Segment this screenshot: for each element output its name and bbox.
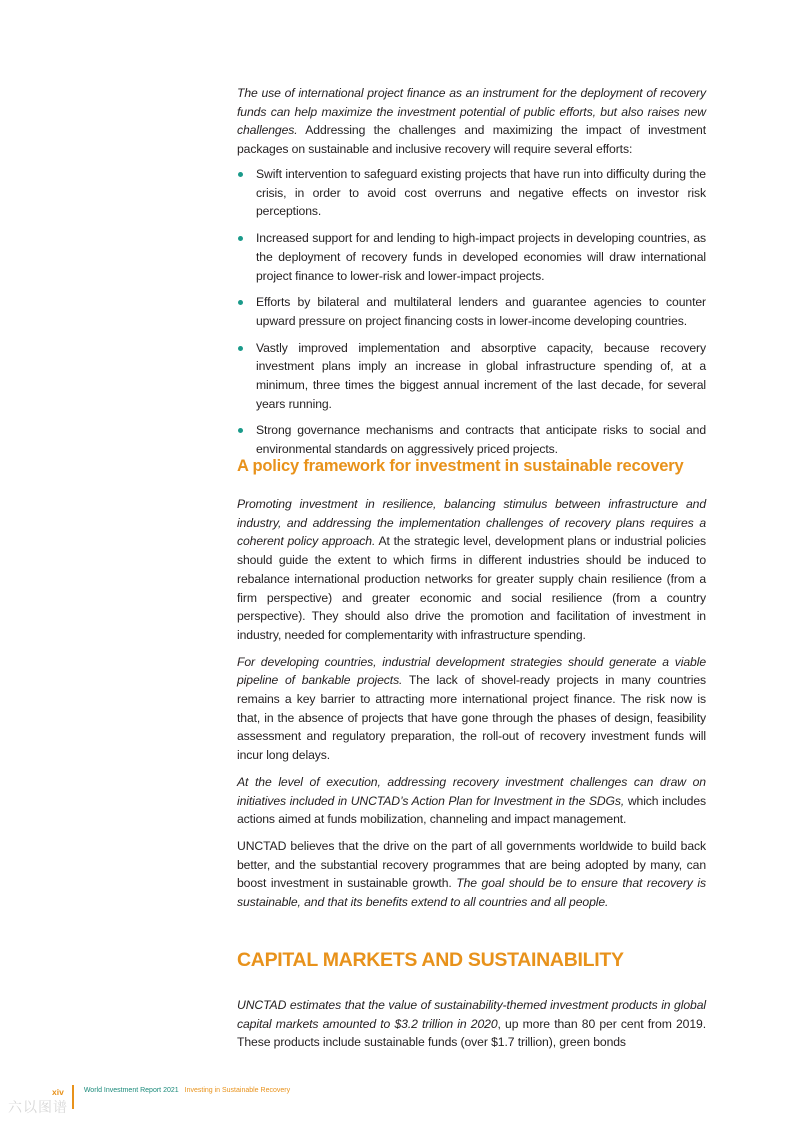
list-item: Increased support for and lending to high-impact projects in developing countries, as the deployment of recovery funds in developed economies will draw international project finance to lower-risk and lower-impact projects. xyxy=(237,229,706,285)
efforts-list xyxy=(237,165,706,459)
policy-paragraph-3: At the level of execution, addressing recovery investment challenges can draw on initiatives included in UNCTAD’s Action Plan for Investment in the SDGs, which includes actions aimed at funds mobilization, channeling and impact management. xyxy=(237,774,706,827)
bullet-icon xyxy=(238,346,243,351)
page-footer xyxy=(52,1087,290,1113)
intro-paragraph xyxy=(237,84,706,159)
intro-text: Addressing the challenges and maximizing the impact of investment packages on sustainable and inclusive recovery will require several efforts: xyxy=(237,123,706,157)
report-title: World Investment Report 2021 xyxy=(83,1087,179,1094)
policy-paragraph-4: UNCTAD believes that the drive on the part of all governments worldwide to build back better, and the substantial recovery programmes that are being adopted by many, can boost investment in sustainable growth. The goal should be to ensure that recovery is sustainable, and that its benefits extend to all countries and all people. xyxy=(237,838,706,910)
footer-divider xyxy=(72,1085,74,1109)
page-number: xiv xyxy=(52,1087,64,1097)
intro-section xyxy=(237,84,706,159)
list-item: Efforts by bilateral and multilateral lenders and guarantee agencies to counter upward pressure on project financing costs in lower-income developing countries. xyxy=(237,293,706,330)
policy-paragraph-1: Promoting investment in resilience, balancing stimulus between infrastructure and industry, and addressing the implementation challenges of recovery plans requires a coherent policy approach. At the strategic level, development plans or industrial policies should guide the extent to which firms in different industries should be induced to rebalance international production networks for greater supply chain resilience (from a firm perspective) and greater economic and social resilience (from a country perspective). They should also drive the promotion and facilitation of investment in industry, needed for complementarity with infrastructure spending. xyxy=(237,497,706,642)
list-item: Swift intervention to safeguard existing projects that have run into difficulty during the crisis, in order to avoid cost overruns and negative effects on investor risk perceptions. xyxy=(237,165,706,221)
bullet-icon xyxy=(238,172,243,177)
policy-paragraph-2: For developing countries, industrial development strategies should generate a viable pipeline of bankable projects. The lack of shovel-ready projects in many countries remains a key barrier to attracting more international project finance. The risk now is that, in the absence of projects that have gone through the phases of design, feasibility assessment and regulatory preparation, the roll-out of recovery investment funds will incur long delays. xyxy=(237,654,706,763)
bullet-icon xyxy=(238,300,243,305)
capital-section xyxy=(237,996,706,1052)
bullet-icon xyxy=(238,236,243,241)
capital-heading: CAPITAL MARKETS AND SUSTAINABILITY xyxy=(237,949,624,971)
policy-section xyxy=(237,495,706,912)
policy-heading: A policy framework for investment in sustainable recovery xyxy=(237,457,684,475)
intro-italic: The use of international project finance as an instrument for the deployment of recovery funds can help maximize the investment potential of public efforts, but also raises new challenges. xyxy=(237,86,706,138)
watermark: 六以图谱 xyxy=(8,1099,68,1115)
bullet-icon xyxy=(238,428,243,433)
policy-section-header xyxy=(237,457,706,476)
list-item: Vastly improved implementation and absorptive capacity, because recovery investment plans imply an increase in global infrastructure spending of, at a minimum, three times the biggest annual increment of the last decade, for several years running. xyxy=(237,339,706,414)
capital-section-header xyxy=(237,949,706,972)
list-item: Strong governance mechanisms and contracts that anticipate risks to social and environmental standards on aggressively priced projects. xyxy=(237,421,706,458)
chapter-title: Investing in Sustainable Recovery xyxy=(184,1087,291,1094)
capital-paragraph-1: UNCTAD estimates that the value of sustainability-themed investment products in global capital markets amounted to $3.2 trillion in 2020, up more than 80 per cent from 2019. These products include sustainable funds (over $1.7 trillion), green bonds xyxy=(237,998,706,1050)
